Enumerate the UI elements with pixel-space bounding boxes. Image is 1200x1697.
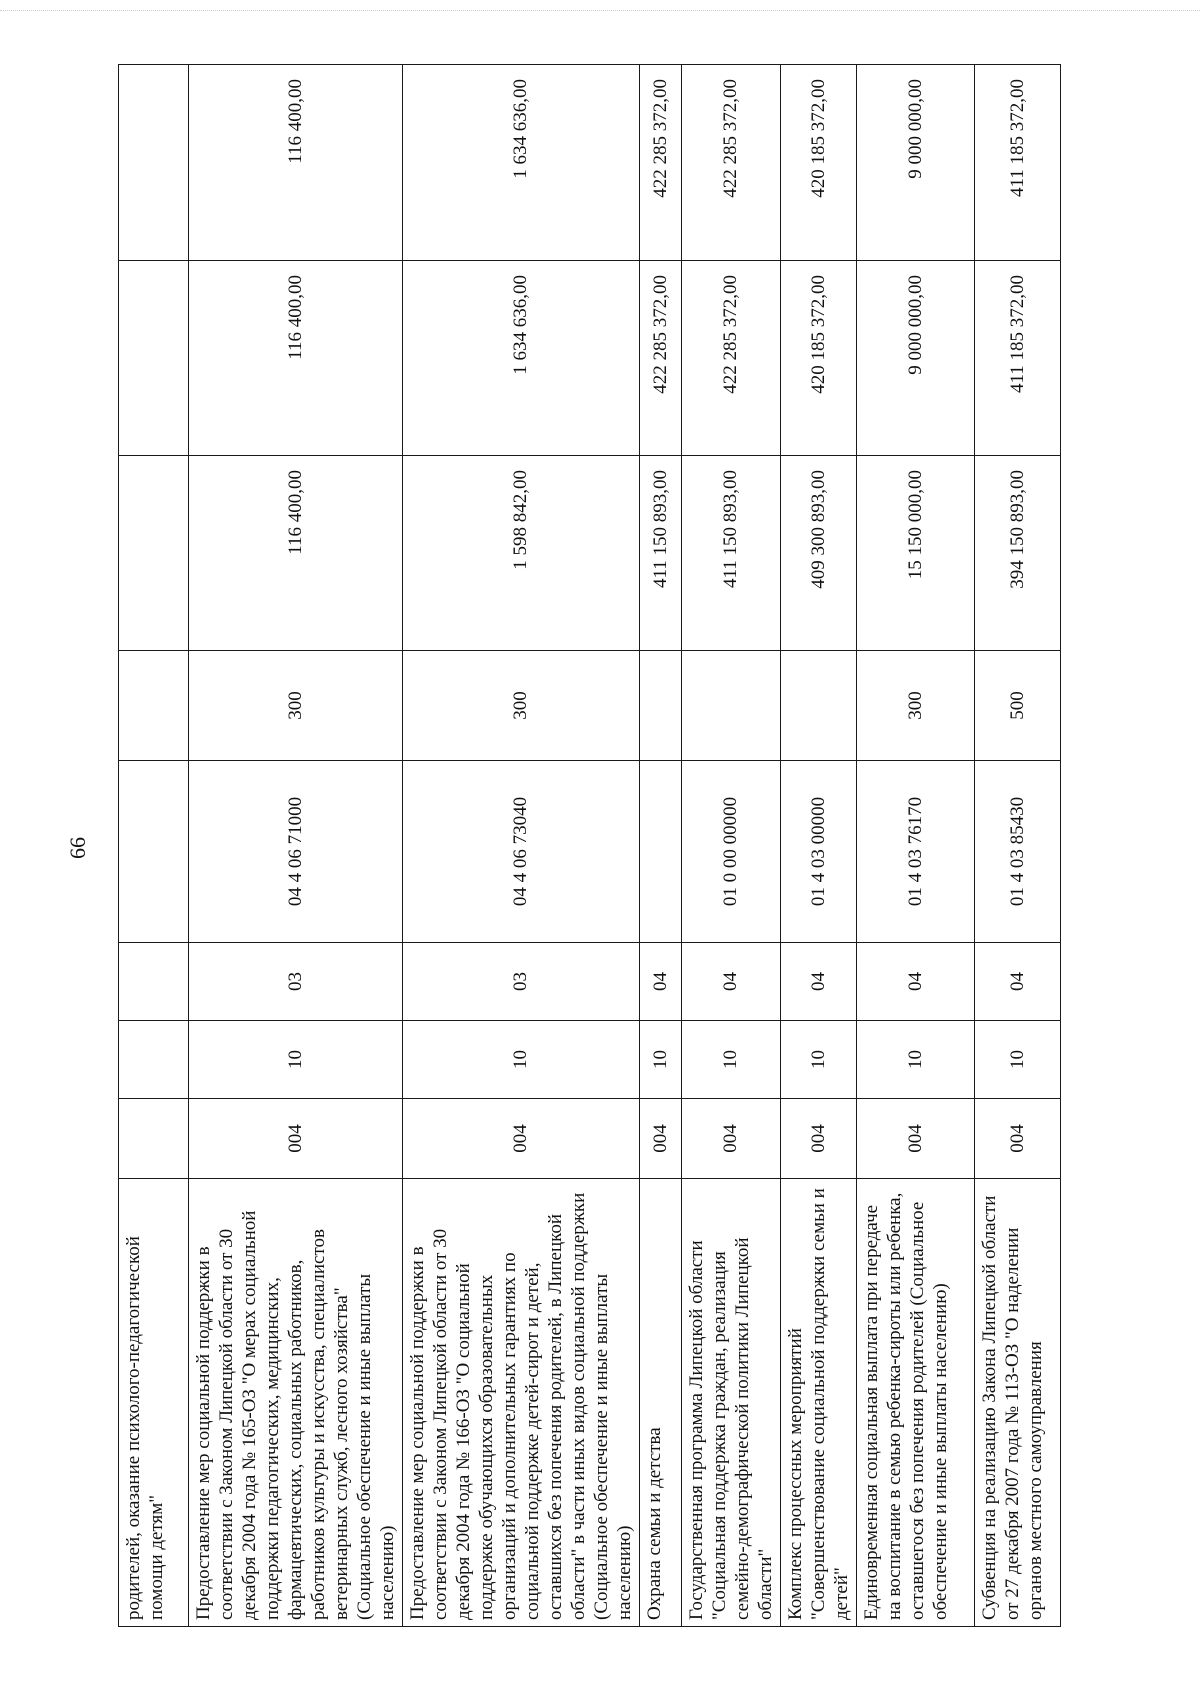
row-csr-cell bbox=[640, 761, 682, 943]
row-sum-2024-cell bbox=[119, 261, 189, 456]
table-row bbox=[640, 65, 682, 1627]
rotated-table-container bbox=[118, 65, 1065, 1627]
row-pr-cell: 04 bbox=[781, 943, 857, 1021]
row-pr-cell: 04 bbox=[975, 943, 1061, 1021]
row-name-cell: Единовременная социальная выплата при передаче на воспитание в семью ребенка-сироты или ребенка, оставшегося без попечения родителей (Социальное обеспечение и иные выплаты населению) bbox=[857, 1179, 975, 1627]
row-sum-2025-cell: 116 400,00 bbox=[189, 65, 403, 261]
row-pr-cell: 03 bbox=[189, 943, 403, 1021]
row-pr-cell: 04 bbox=[640, 943, 682, 1021]
row-name-cell: Предоставление мер социальной поддержки в соответствии с Законом Липецкой области от 30 декабря 2004 года № 165-ОЗ "О мерах социальной поддержки педагогических, медицинских, фармацевтических, социальных работников, работников культуры и искусства, специалистов ветеринарных служб, лесного хозяйства" (Социальное обеспечение и иные выплаты населению) bbox=[189, 1179, 403, 1627]
row-gr-cell: 004 bbox=[640, 1099, 682, 1179]
row-vr-cell: 300 bbox=[857, 651, 975, 761]
row-vr-cell: 300 bbox=[189, 651, 403, 761]
row-name-cell: Субвенция на реализацию Закона Липецкой области от 27 декабря 2007 года № 113-ОЗ "О наделении органов местного самоуправления bbox=[975, 1179, 1061, 1627]
row-sum-2023-cell: 411 150 893,00 bbox=[682, 456, 781, 651]
row-sum-2024-cell: 422 285 372,00 bbox=[682, 261, 781, 456]
row-csr-cell bbox=[119, 761, 189, 943]
row-vr-cell: 300 bbox=[403, 651, 640, 761]
row-vr-cell bbox=[119, 651, 189, 761]
page-number: 66 bbox=[65, 837, 90, 859]
row-sum-2023-cell bbox=[119, 456, 189, 651]
row-csr-cell: 01 4 03 76170 bbox=[857, 761, 975, 943]
row-rz-cell: 10 bbox=[975, 1021, 1061, 1099]
row-rz-cell: 10 bbox=[189, 1021, 403, 1099]
row-pr-cell bbox=[119, 943, 189, 1021]
row-sum-2025-cell bbox=[119, 65, 189, 261]
row-pr-cell: 03 bbox=[403, 943, 640, 1021]
row-vr-cell bbox=[640, 651, 682, 761]
row-gr-cell: 004 bbox=[189, 1099, 403, 1179]
row-sum-2024-cell: 411 185 372,00 bbox=[975, 261, 1061, 456]
row-gr-cell: 004 bbox=[781, 1099, 857, 1179]
row-csr-cell: 04 4 06 73040 bbox=[403, 761, 640, 943]
row-sum-2025-cell: 1 634 636,00 bbox=[403, 65, 640, 261]
row-rz-cell: 10 bbox=[781, 1021, 857, 1099]
row-sum-2023-cell: 409 300 893,00 bbox=[781, 456, 857, 651]
row-sum-2024-cell: 1 634 636,00 bbox=[403, 261, 640, 456]
row-rz-cell: 10 bbox=[682, 1021, 781, 1099]
table-row bbox=[119, 65, 189, 1627]
row-gr-cell: 004 bbox=[857, 1099, 975, 1179]
row-sum-2023-cell: 116 400,00 bbox=[189, 456, 403, 651]
row-name-cell: Комплекс процессных мероприятий "Совершенствование социальной поддержки семьи и детей" bbox=[781, 1179, 857, 1627]
page-top-edge bbox=[0, 10, 1200, 11]
row-gr-cell bbox=[119, 1099, 189, 1179]
row-csr-cell: 01 4 03 00000 bbox=[781, 761, 857, 943]
row-sum-2025-cell: 420 185 372,00 bbox=[781, 65, 857, 261]
table-row bbox=[857, 65, 975, 1627]
row-name-cell: Охрана семьи и детства bbox=[640, 1179, 682, 1627]
row-gr-cell: 004 bbox=[975, 1099, 1061, 1179]
table-row bbox=[682, 65, 781, 1627]
row-vr-cell bbox=[781, 651, 857, 761]
row-sum-2023-cell: 411 150 893,00 bbox=[640, 456, 682, 651]
row-csr-cell: 01 4 03 85430 bbox=[975, 761, 1061, 943]
row-sum-2025-cell: 422 285 372,00 bbox=[640, 65, 682, 261]
row-rz-cell bbox=[119, 1021, 189, 1099]
row-sum-2025-cell: 9 000 000,00 bbox=[857, 65, 975, 261]
table-row bbox=[403, 65, 640, 1627]
row-gr-cell: 004 bbox=[682, 1099, 781, 1179]
row-name-cell: Государственная программа Липецкой области "Социальная поддержка граждан, реализация семейно-демографической политики Липецкой области" bbox=[682, 1179, 781, 1627]
row-csr-cell: 01 0 00 00000 bbox=[682, 761, 781, 943]
row-sum-2023-cell: 394 150 893,00 bbox=[975, 456, 1061, 651]
row-name-cell: родителей, оказание психолого-педагогической помощи детям" bbox=[119, 1179, 189, 1627]
row-sum-2024-cell: 422 285 372,00 bbox=[640, 261, 682, 456]
table-row bbox=[189, 65, 403, 1627]
table-row bbox=[975, 65, 1061, 1627]
row-vr-cell: 500 bbox=[975, 651, 1061, 761]
row-sum-2025-cell: 411 185 372,00 bbox=[975, 65, 1061, 261]
row-sum-2024-cell: 116 400,00 bbox=[189, 261, 403, 456]
row-rz-cell: 10 bbox=[403, 1021, 640, 1099]
row-gr-cell: 004 bbox=[403, 1099, 640, 1179]
row-name-cell: Предоставление мер социальной поддержки в соответствии с Законом Липецкой области от 30 декабря 2004 года № 166-ОЗ "О социальной поддержке обучающихся образовательных организаций и дополнительных гарантиях по социальной поддержке детей-сирот и детей, оставшихся без попечения родителей, в Липецкой области" в части иных видов социальной поддержки (Социальное обеспечение и иные выплаты населению) bbox=[403, 1179, 640, 1627]
budget-table bbox=[118, 64, 1061, 1627]
row-sum-2023-cell: 15 150 000,00 bbox=[857, 456, 975, 651]
table-row bbox=[781, 65, 857, 1627]
row-sum-2024-cell: 420 185 372,00 bbox=[781, 261, 857, 456]
row-rz-cell: 10 bbox=[640, 1021, 682, 1099]
row-pr-cell: 04 bbox=[682, 943, 781, 1021]
row-csr-cell: 04 4 06 71000 bbox=[189, 761, 403, 943]
row-rz-cell: 10 bbox=[857, 1021, 975, 1099]
row-pr-cell: 04 bbox=[857, 943, 975, 1021]
row-sum-2023-cell: 1 598 842,00 bbox=[403, 456, 640, 651]
row-sum-2025-cell: 422 285 372,00 bbox=[682, 65, 781, 261]
row-vr-cell bbox=[682, 651, 781, 761]
budget-table-body bbox=[119, 65, 1061, 1627]
row-sum-2024-cell: 9 000 000,00 bbox=[857, 261, 975, 456]
